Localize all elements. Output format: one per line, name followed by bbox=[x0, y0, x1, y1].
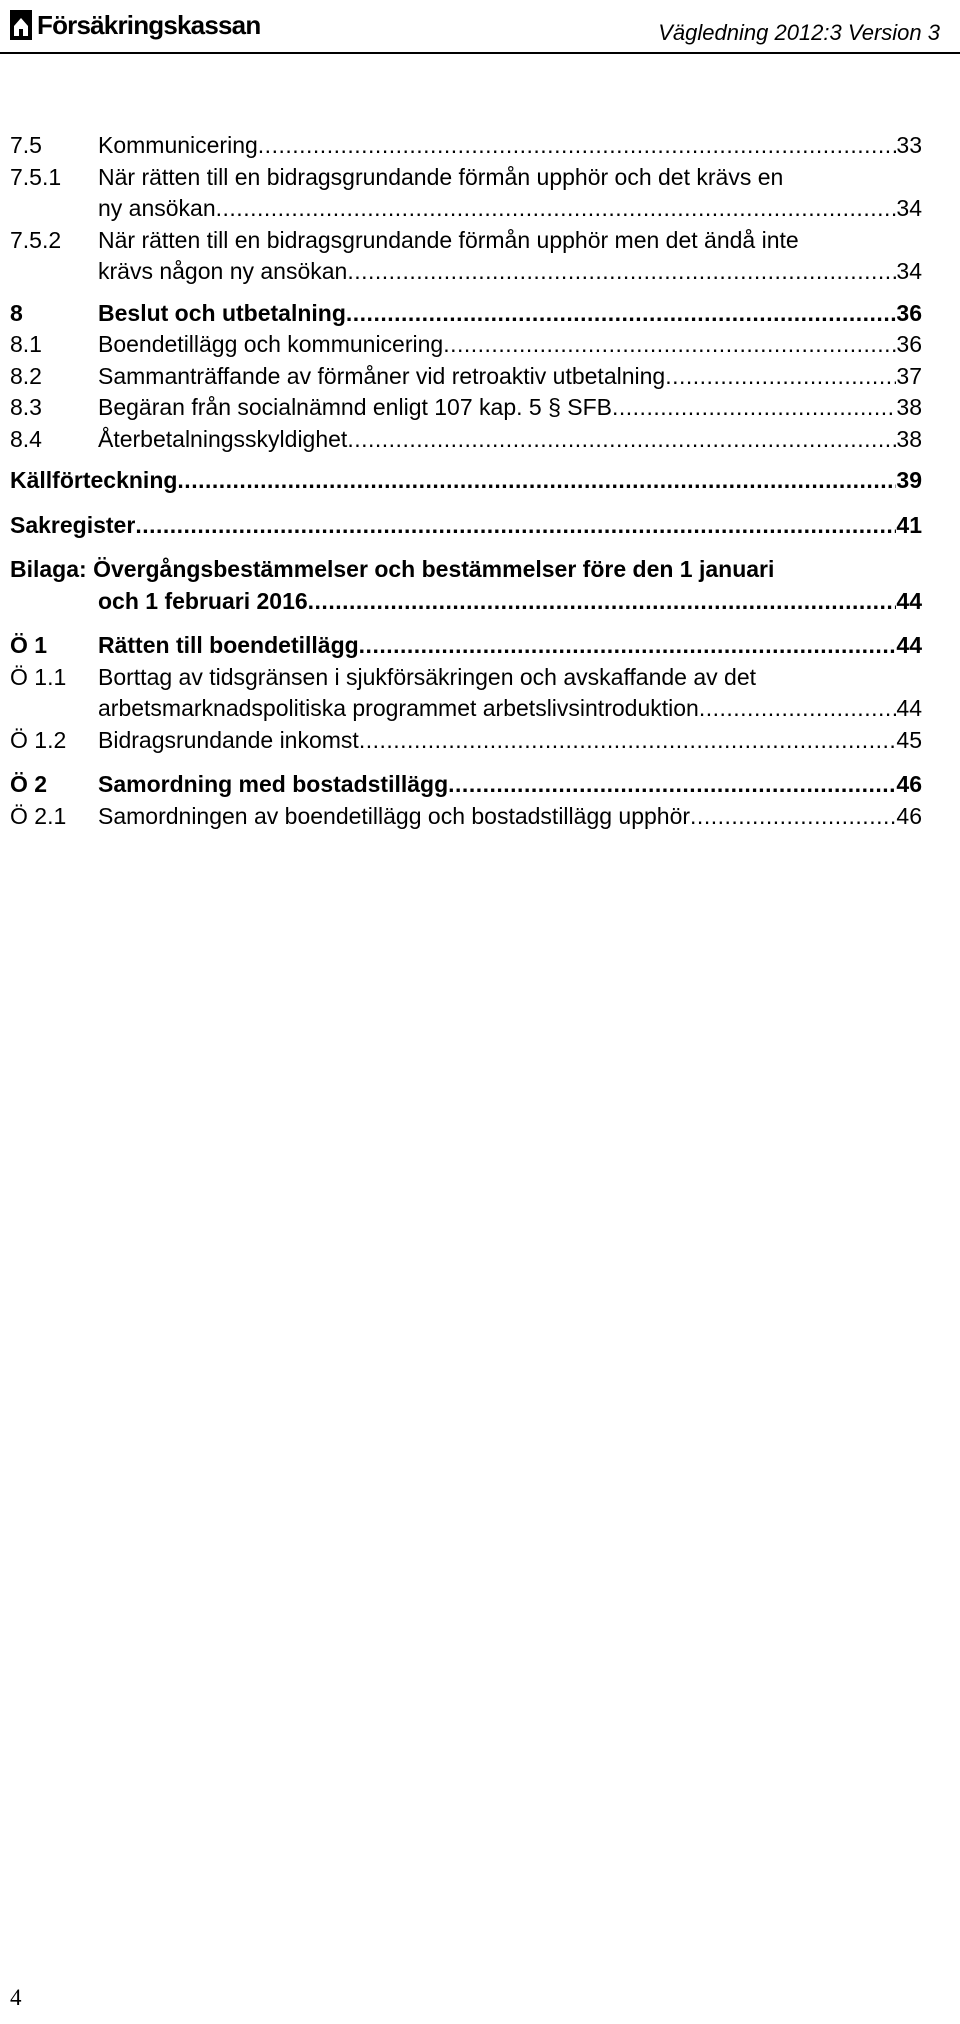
toc-number: 7.5.1 bbox=[10, 163, 62, 190]
toc-title: Sakregister bbox=[10, 511, 136, 538]
toc-title: Bidragsrundande inkomst bbox=[98, 726, 359, 753]
toc-page-number: 34 bbox=[896, 258, 922, 284]
toc-entry[interactable] bbox=[10, 769, 922, 801]
toc-title: Sammanträffande av förmåner vid retroaktiv utbetalning bbox=[98, 362, 666, 389]
toc-page-number: 45 bbox=[896, 726, 922, 753]
toc-title: När rätten till en bidragsgrundande förmån upphör och det krävs en bbox=[98, 163, 784, 190]
toc-entry[interactable] bbox=[10, 298, 922, 330]
toc-title: När rätten till en bidragsgrundande förmån upphör men det ändå inte bbox=[98, 226, 799, 253]
page-number: 4 bbox=[10, 1985, 22, 2010]
toc-number: 8.3 bbox=[10, 394, 42, 420]
toc-title: Samordning med bostadstillägg bbox=[98, 771, 449, 797]
toc-title: Källförteckning bbox=[10, 467, 178, 493]
toc-page-number: 44 bbox=[896, 587, 922, 614]
toc-title: arbetsmarknadspolitiska programmet arbetslivsintroduktion bbox=[98, 695, 699, 721]
toc-leader-dots bbox=[216, 193, 897, 225]
toc-leader-dots bbox=[448, 769, 896, 801]
toc-entry[interactable] bbox=[10, 465, 922, 497]
toc-title: Boendetillägg och kommunicering bbox=[98, 331, 444, 357]
toc-number: 7.5.2 bbox=[10, 226, 62, 253]
toc-title: Beslut och utbetalning bbox=[98, 299, 346, 326]
toc-leader-dots bbox=[699, 693, 897, 725]
toc-entry[interactable] bbox=[10, 361, 922, 393]
toc-number: 8 bbox=[10, 299, 23, 326]
toc-leader-dots bbox=[612, 392, 896, 424]
toc-entry[interactable] bbox=[10, 662, 922, 725]
toc-leader-dots bbox=[177, 465, 896, 497]
toc-number: 8.4 bbox=[10, 425, 42, 452]
toc-title: Borttag av tidsgränsen i sjukförsäkringen och avskaffande av det bbox=[98, 663, 757, 690]
toc-page-number: 36 bbox=[896, 331, 922, 357]
toc-entry[interactable] bbox=[10, 329, 922, 361]
toc-number: Ö 1.2 bbox=[10, 726, 67, 753]
toc-number: Ö 2.1 bbox=[10, 802, 67, 829]
toc-page-number: 34 bbox=[896, 195, 922, 221]
toc-page-number: 36 bbox=[896, 299, 922, 326]
forsakringskassan-logo-icon bbox=[10, 10, 32, 40]
toc-page-number: 38 bbox=[896, 394, 922, 420]
toc-title: Begäran från socialnämnd enligt 107 kap. 5 § SFB bbox=[98, 394, 612, 420]
toc-page-number: 38 bbox=[896, 425, 922, 452]
toc-page-number: 37 bbox=[896, 362, 922, 389]
toc-title: och 1 februari 2016 bbox=[98, 587, 308, 614]
toc-leader-dots bbox=[347, 424, 896, 456]
toc-entry[interactable] bbox=[10, 510, 922, 542]
toc-page-number: 33 bbox=[896, 132, 922, 158]
toc-entry[interactable] bbox=[10, 725, 922, 757]
toc-title: Återbetalningsskyldighet bbox=[98, 425, 348, 452]
header-divider bbox=[0, 52, 960, 54]
toc-number: Ö 1 bbox=[10, 632, 48, 658]
toc-number: 8.1 bbox=[10, 331, 42, 357]
toc-leader-dots bbox=[308, 586, 897, 618]
toc-page-number: 46 bbox=[896, 802, 922, 829]
toc-page-number: 44 bbox=[896, 695, 922, 721]
toc-entry[interactable] bbox=[10, 130, 922, 162]
toc-leader-dots bbox=[359, 630, 897, 662]
toc-leader-dots bbox=[690, 801, 896, 833]
toc-page-number: 46 bbox=[896, 771, 922, 797]
toc-leader-dots bbox=[347, 256, 896, 288]
toc-leader-dots bbox=[443, 329, 896, 361]
toc-leader-dots bbox=[135, 510, 896, 542]
document-title: Vägledning 2012:3 Version 3 bbox=[658, 20, 940, 45]
toc-number: Ö 2 bbox=[10, 771, 48, 797]
toc-leader-dots bbox=[346, 298, 897, 330]
toc-page-number: 39 bbox=[896, 467, 922, 493]
logo-text: Försäkringskassan bbox=[37, 10, 261, 40]
toc-title: ny ansökan bbox=[98, 195, 216, 221]
toc-leader-dots bbox=[359, 725, 897, 757]
toc-title: Kommunicering bbox=[98, 132, 258, 158]
toc-number: 8.2 bbox=[10, 362, 42, 389]
toc-title: krävs någon ny ansökan bbox=[98, 258, 348, 284]
logo bbox=[10, 10, 260, 40]
toc-page-number: 41 bbox=[896, 511, 922, 538]
toc-number: 7.5 bbox=[10, 132, 42, 158]
toc-entry[interactable] bbox=[10, 225, 922, 288]
toc-entry[interactable] bbox=[10, 162, 922, 225]
toc-title: Bilaga: Övergångsbestämmelser och bestämmelser före den 1 januari bbox=[10, 556, 775, 582]
toc-entry[interactable] bbox=[10, 392, 922, 424]
toc-number: Ö 1.1 bbox=[10, 663, 67, 690]
table-of-contents bbox=[10, 130, 922, 832]
toc-entry[interactable] bbox=[10, 801, 922, 833]
toc-entry[interactable] bbox=[10, 424, 922, 456]
toc-entry[interactable] bbox=[10, 630, 922, 662]
toc-leader-dots bbox=[665, 361, 896, 393]
toc-leader-dots bbox=[258, 130, 897, 162]
page-header bbox=[0, 0, 960, 60]
toc-title: Rätten till boendetillägg bbox=[98, 632, 359, 658]
toc-page-number: 44 bbox=[896, 632, 922, 658]
toc-title: Samordningen av boendetillägg och bostadstillägg upphör bbox=[98, 802, 691, 829]
toc-entry[interactable] bbox=[10, 554, 922, 617]
